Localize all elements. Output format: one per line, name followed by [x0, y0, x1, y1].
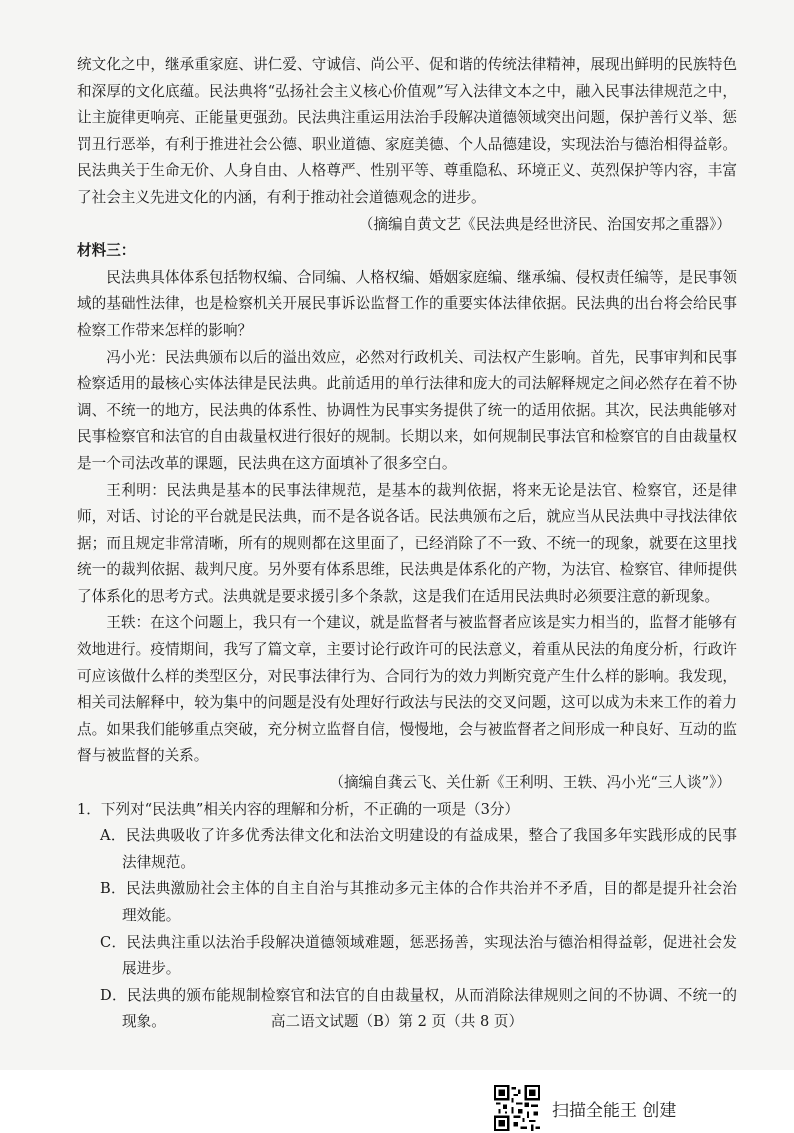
feng-xiaoguang-paragraph: 冯小光：民法典颁布以后的溢出效应，必然对行政机关、司法权产生影响。首先，民事审判和民事检察适用的最核心实体法律是民法典。此前适用的单行法律和庞大的司法解释规定之间必然存在着不协调、不统一的地方，民法典的体系性、协调性为民事实务提供了统一的适用依据。其次，民法典能够对民事检察官和法官的自由裁量权进行很好的规制。长期以来，如何规制民事法官和检察官的自由裁量权是一个司法改革的课题，民法典在这方面填补了很多空白。 [77, 348, 737, 472]
wang-yi-paragraph: 王轶：在这个问题上，我只有一个建议，就是监督者与被监督者应该是实力相当的，监督才能够有效地进行。疫情期间，我写了篇文章，主要讨论行政许可的民法意义，着重从民法的角度分析，行政许可应该做什么样的类型区分，对民事法律行为、合同行为的效力判断究竟产生什么样的影响。我发现，相关司法解释中，较为集中的问题是没有处理好行政法与民法的交叉问题，这可以成为未来工作的着力点。如果我们能够重点突破，充分树立监督自信，慢慢地，会与被监督者之间形成一种良好、互动的监督与被监督的关系。 [77, 614, 737, 765]
page-footer: 高二语文试题（B）第 2 页（共 8 页） [270, 1013, 524, 1030]
question-1-option-a: A．民法典吸收了许多优秀法律文化和法治文明建设的有益成果，整合了我国多年实践形成的民事法律规范。 [100, 827, 737, 871]
question-1-stem: 1．下列对“民法典”相关内容的理解和分析，不正确的一项是（3分） [77, 800, 520, 818]
page-content [77, 52, 737, 1036]
question-1-option-b: B．民法典激励社会主体的自主自治与其推动多元主体的合作共治并不矛盾，目的都是提升社会治理效能。 [100, 880, 737, 924]
wang-liming-paragraph: 王利明：民法典是基本的民事法律规范，是基本的裁判依据，将来无论是法官、检察官，还是律师，对话、讨论的平台就是民法典，而不是各说各话。民法典颁布之后，就应当从民法典中寻找法律依据；而且规定非常清晰，所有的规则都在这里面了，已经消除了不一致、不统一的现象，就要在这里找统一的裁判依据、裁判尺度。另外要有体系思维，民法典是体系化的产物，为法官、检察官、律师提供了体系化的思考方式。法典就是要求援引多个条款，这是我们在适用民法典时必须要注意的新现象。 [77, 481, 737, 605]
material2-source: （摘编自黄文艺《民法典是经世济民、治国安邦之重器》） [358, 215, 731, 233]
question-1-option-d: D．民法典的颁布能规制检察官和法官的自由裁量权，从而消除法律规则之间的不协调、不统一的现象。 [100, 986, 737, 1031]
material2-paragraph: 统文化之中，继承重家庭、讲仁爱、守诚信、尚公平、促和谐的传统法律精神，展现出鲜明的民族特色和深厚的文化底蕴。民法典将“弘扬社会主义核心价值观”写入法律文本之中，融入民事法律规范之中，让主旋律更响亮、正能量更强劲。民法典注重运用法治手段解决道德领域突出问题，保护善行义举、惩罚丑行恶举，有利于推进社会公德、职业道德、家庭美德、个人品德建设，实现法治与德治相得益彰。民法典关于生命无价、人身自由、人格尊严、性别平等、尊重隐私、环境正义、英烈保护等内容，丰富了社会主义先进文化的内涵，有利于推动社会道德观念的进步。 [77, 56, 737, 206]
question-1-option-c: C．民法典注重以法治手段解决道德领域难题，惩恶扬善，实现法治与德治相得益彰，促进社会发展进步。 [100, 933, 737, 978]
scanner-watermark [494, 1083, 754, 1133]
material3-heading: 材料三： [77, 242, 136, 260]
material3-source: （摘编自龚云飞、关仕新《王利明、王轶、冯小光“三人谈”》） [329, 774, 731, 792]
material3-intro: 民法典具体体系包括物权编、合同编、人格权编、婚姻家庭编、继承编、侵权责任编等，是民事领域的基础性法律，也是检察机关开展民事诉讼监督工作的重要实体法律依据。民法典的出台将会给民事检察工作带来怎样的影响？ [77, 268, 737, 339]
watermark-text: 扫描全能王 创建 [552, 1100, 677, 1121]
qr-code-icon [494, 1085, 540, 1131]
